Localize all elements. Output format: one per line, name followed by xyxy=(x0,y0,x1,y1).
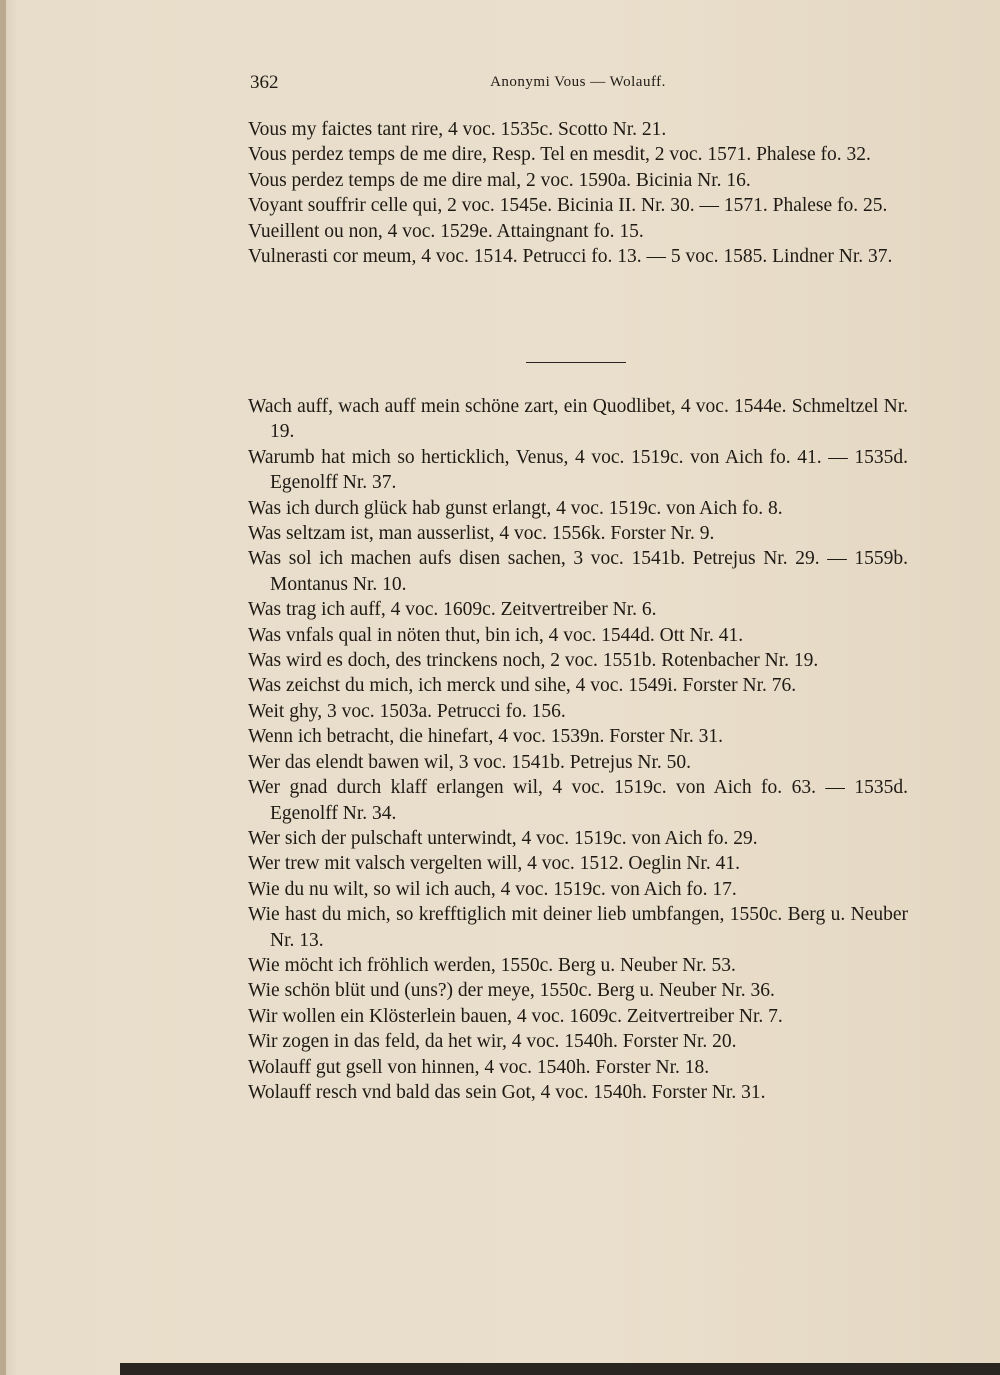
list-item: Weit ghy, 3 voc. 1503a. Petrucci fo. 156. xyxy=(248,700,566,722)
list-item: Wer gnad durch klaff erlangen wil, 4 voc. 1519c. von Aich fo. 63. — 1535d. Egenolff Nr. 34. xyxy=(248,777,908,824)
list-item: Was vnfals qual in nöten thut, bin ich, 4 voc. 1544d. Ott Nr. 41. xyxy=(248,624,744,646)
list-item: Was trag ich auff, 4 voc. 1609c. Zeitvertreiber Nr. 6. xyxy=(248,599,657,621)
entries-w xyxy=(248,394,908,1105)
list-item: Was sol ich machen aufs disen sachen, 3 voc. 1541b. Petrejus Nr. 29. — 1559b. Montanus Nr. 10. xyxy=(248,548,908,595)
list-item: Vous perdez temps de me dire mal, 2 voc. 1590a. Bicinia Nr. 16. xyxy=(248,169,751,191)
page-number: 362 xyxy=(250,72,279,93)
list-item: Wenn ich betracht, die hinefart, 4 voc. 1539n. Forster Nr. 31. xyxy=(248,726,723,748)
entries-v xyxy=(248,117,908,269)
list-item: Was ich durch glück hab gunst erlangt, 4 voc. 1519c. von Aich fo. 8. xyxy=(248,497,783,519)
section-divider xyxy=(526,362,626,363)
list-item: Wie du nu wilt, so wil ich auch, 4 voc. 1519c. von Aich fo. 17. xyxy=(248,878,737,900)
list-item: Wie hast du mich, so krefftiglich mit deiner lieb umbfangen, 1550c. Berg u. Neuber Nr. 13. xyxy=(248,904,908,951)
list-item: Vous my faictes tant rire, 4 voc. 1535c. Scotto Nr. 21. xyxy=(248,119,667,140)
list-item: Wir wollen ein Klösterlein bauen, 4 voc. 1609c. Zeitvertreiber Nr. 7. xyxy=(248,1005,783,1027)
running-head: Anonymi Vous — Wolauff. xyxy=(490,74,666,90)
list-item: Vulnerasti cor meum, 4 voc. 1514. Petrucci fo. 13. — 5 voc. 1585. Lindner Nr. 37. xyxy=(248,246,893,268)
page-header xyxy=(250,72,906,102)
list-item: Wach auff, wach auff mein schöne zart, ein Quodlibet, 4 voc. 1544e. Schmeltzel Nr. 19. xyxy=(248,396,908,443)
list-item: Warumb hat mich so herticklich, Venus, 4 voc. 1519c. von Aich fo. 41. — 1535d. Egenolff Nr. 37. xyxy=(248,446,908,494)
list-item: Vous perdez temps de me dire, Resp. Tel en mesdit, 2 voc. 1571. Phalese fo. 32. xyxy=(248,144,871,166)
list-item: Wir zogen in das feld, da het wir, 4 voc. 1540h. Forster Nr. 20. xyxy=(248,1031,737,1053)
list-item: Wer sich der pulschaft unterwindt, 4 voc. 1519c. von Aich fo. 29. xyxy=(248,827,758,849)
list-item: Wolauff resch vnd bald das sein Got, 4 voc. 1540h. Forster Nr. 31. xyxy=(248,1081,766,1103)
list-item: Was wird es doch, des trinckens noch, 2 voc. 1551b. Rotenbacher Nr. 19. xyxy=(248,650,819,672)
page-bottom-edge xyxy=(120,1363,1000,1375)
list-item: Was seltzam ist, man ausserlist, 4 voc. 1556k. Forster Nr. 9. xyxy=(248,523,715,545)
list-item: Wer das elendt bawen wil, 3 voc. 1541b. Petrejus Nr. 50. xyxy=(248,751,692,773)
list-item: Voyant souffrir celle qui, 2 voc. 1545e. Bicinia II. Nr. 30. — 1571. Phalese fo. 25. xyxy=(248,195,888,217)
list-item: Was zeichst du mich, ich merck und sihe, 4 voc. 1549i. Forster Nr. 76. xyxy=(248,675,797,697)
list-item: Wolauff gut gsell von hinnen, 4 voc. 1540h. Forster Nr. 18. xyxy=(248,1056,710,1078)
page-left-edge xyxy=(0,0,6,1375)
list-item: Wie schön blüt und (uns?) der meye, 1550c. Berg u. Neuber Nr. 36. xyxy=(248,980,775,1002)
list-item: Wie möcht ich fröhlich werden, 1550c. Berg u. Neuber Nr. 53. xyxy=(248,954,736,976)
list-item: Wer trew mit valsch vergelten will, 4 voc. 1512. Oeglin Nr. 41. xyxy=(248,853,740,875)
list-item: Vueillent ou non, 4 voc. 1529e. Attaingnant fo. 15. xyxy=(248,220,644,242)
